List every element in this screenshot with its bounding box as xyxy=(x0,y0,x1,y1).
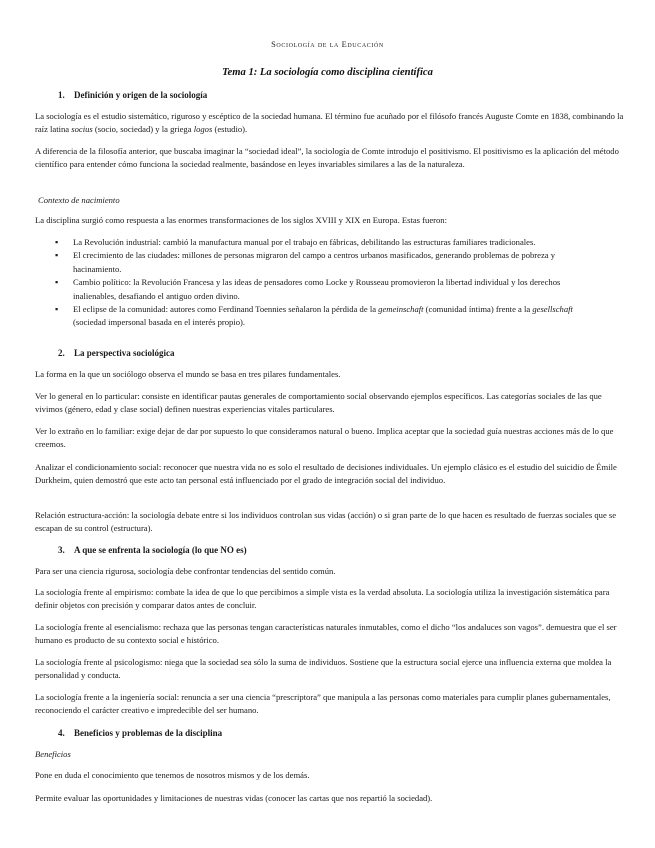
subheading-context: Contexto de nacimiento xyxy=(38,195,120,205)
section-title: Beneficios y problemas de la disciplina xyxy=(74,728,223,738)
section-number: 4. xyxy=(58,728,65,738)
running-header: Sociología de la Educación xyxy=(271,40,384,49)
subheading-benefits: Beneficios xyxy=(35,749,71,759)
text-run: El eclipse de la comunidad: autores como Ferdinand Toennies señalaron la pérdida de la xyxy=(73,304,379,315)
text-run: (socio, sociedad) y la griega xyxy=(92,124,194,135)
paragraph-common-sense: Para ser una ciencia rigurosa, sociología debe confrontar tendencias del sentido común. xyxy=(35,566,336,576)
section-3-heading xyxy=(58,544,247,557)
text-run: (sociedad impersonal basada en el interés propio). xyxy=(73,317,246,328)
paragraph-benefit-2: Permite evaluar las oportunidades y limitaciones de nuestras vidas (conocer las cartas que nos repartió la sociedad). xyxy=(35,793,433,803)
paragraph-benefit-1: Pone en duda el conocimiento que tenemos de nosotros mismos y de los demás. xyxy=(35,770,310,780)
section-number: 1. xyxy=(58,90,65,100)
german-term: gemeinschaft xyxy=(378,304,424,315)
paragraph-context: La disciplina surgió como respuesta a las enormes transformaciones de los siglos XVIII y XIX en Europa. Estas fueron: xyxy=(35,215,447,225)
paragraph-general-particular: Ver lo general en lo particular: consiste en identificar pautas generales de comportamiento social observando ejemplos específicos. Las categorías sociales de las que vivimos (género, edad y clase social) definen nuestras experiencias vitales particulares. xyxy=(35,391,602,415)
paragraph-social-engineering: La sociología frente a la ingeniería social: renuncia a ser una ciencia “prescriptora” que manipula a las personas como materiales para cumplir planes gubernamentales, reconociendo el carácter creativo e impredecible del ser humano. xyxy=(35,692,611,716)
list-item: ▪ El crecimiento de las ciudades: millones de personas migraron del campo a centros urbanos masificados, generando problemas de pobreza y hacinamiento. xyxy=(0,249,593,276)
section-title: La perspectiva sociológica xyxy=(74,348,175,358)
list-item: ▪ La Revolución industrial: cambió la manufactura manual por el trabajo en fábricas, debilitando las estructuras familiares tradicionales. xyxy=(0,236,593,249)
paragraph-essentialism: La sociología frente al esencialismo: rechaza que las personas tengan características naturales inmutables, como el dicho “los andaluces son vagos”. demuestra que el ser humano es producto de su contexto social e histórico. xyxy=(35,622,617,646)
list-item xyxy=(0,303,593,330)
paragraph-structure-action: Relación estructura-acción: la sociología debate entre si los individuos controlan sus vidas (acción) o si gran parte de lo que hacen es resultado de fuerzas sociales que se escapan de su control (estructura). xyxy=(35,510,617,534)
section-number: 3. xyxy=(58,545,65,555)
section-4-heading xyxy=(58,727,222,740)
paragraph-pillars: La forma en la que un sociólogo observa el mundo se basa en tres pilares fundamentales. xyxy=(35,369,341,379)
greek-term: logos xyxy=(193,124,213,135)
section-number: 2. xyxy=(58,348,65,358)
german-term: gesellschaft xyxy=(532,304,573,315)
transformations-list xyxy=(0,236,655,330)
document-title: Tema 1: La sociología como disciplina científica xyxy=(222,67,433,78)
latin-term: socius xyxy=(71,124,93,135)
list-item: ▪ Cambio político: la Revolución Francesa y las ideas de pensadores como Locke y Rousseau promovieron la libertad individual y los derechos inalienables, desafiando el antiguo orden divino. xyxy=(0,276,593,303)
section-title: A que se enfrenta la sociología (lo que NO es) xyxy=(74,545,247,555)
paragraph-positivism: A diferencia de la filosofía anterior, que buscaba imaginar la “sociedad ideal”, la sociología de Comte introdujo el positivismo. El positivismo es la aplicación del método científico para entender cómo funciona la sociedad realmente, basándose en leyes invariables similares a las de la naturaleza. xyxy=(35,146,619,170)
paragraph-psychologism: La sociología frente al psicologismo: niega que la sociedad sea sólo la suma de individuos. Sostiene que la estructura social ejerce una influencia externa que moldea la personalidad y conducta. xyxy=(35,657,612,681)
section-title: Definición y origen de la sociología xyxy=(74,90,208,100)
text-run: La sociología es el estudio sistemático, riguroso y escéptico de la sociedad humana. El término fue acuñado por el filósofo francés Auguste Comte en 1838, combinando la raíz latina xyxy=(35,111,624,135)
text-run: (comunidad íntima) frente a la xyxy=(423,304,533,315)
paragraph-strange-familiar: Ver lo extraño en lo familiar: exige dejar de dar por supuesto lo que consideramos natural o bueno. Implica aceptar que la sociedad guía nuestras acciones más de lo que creemos. xyxy=(35,426,614,450)
paragraph-definition xyxy=(35,110,627,137)
section-2-heading xyxy=(58,347,175,360)
section-1-heading xyxy=(58,89,207,102)
paragraph-social-conditioning: Analizar el condicionamiento social: reconocer que nuestra vida no es solo el resultado de decisiones individuales. Un ejemplo clásico es el estudio del suicidio de Émile Durkheim, quien demostró que este acto tan personal está influenciado por el grado de integración social del individuo. xyxy=(35,462,617,486)
paragraph-empiricism: La sociología frente al empirismo: combate la idea de que lo que percibimos a simple vista es la verdad absoluta. La sociología utiliza la investigación sistemática para definir objetos con precisión y comparar datos antes de concluir. xyxy=(35,587,610,611)
text-run: (estudio). xyxy=(212,124,248,135)
